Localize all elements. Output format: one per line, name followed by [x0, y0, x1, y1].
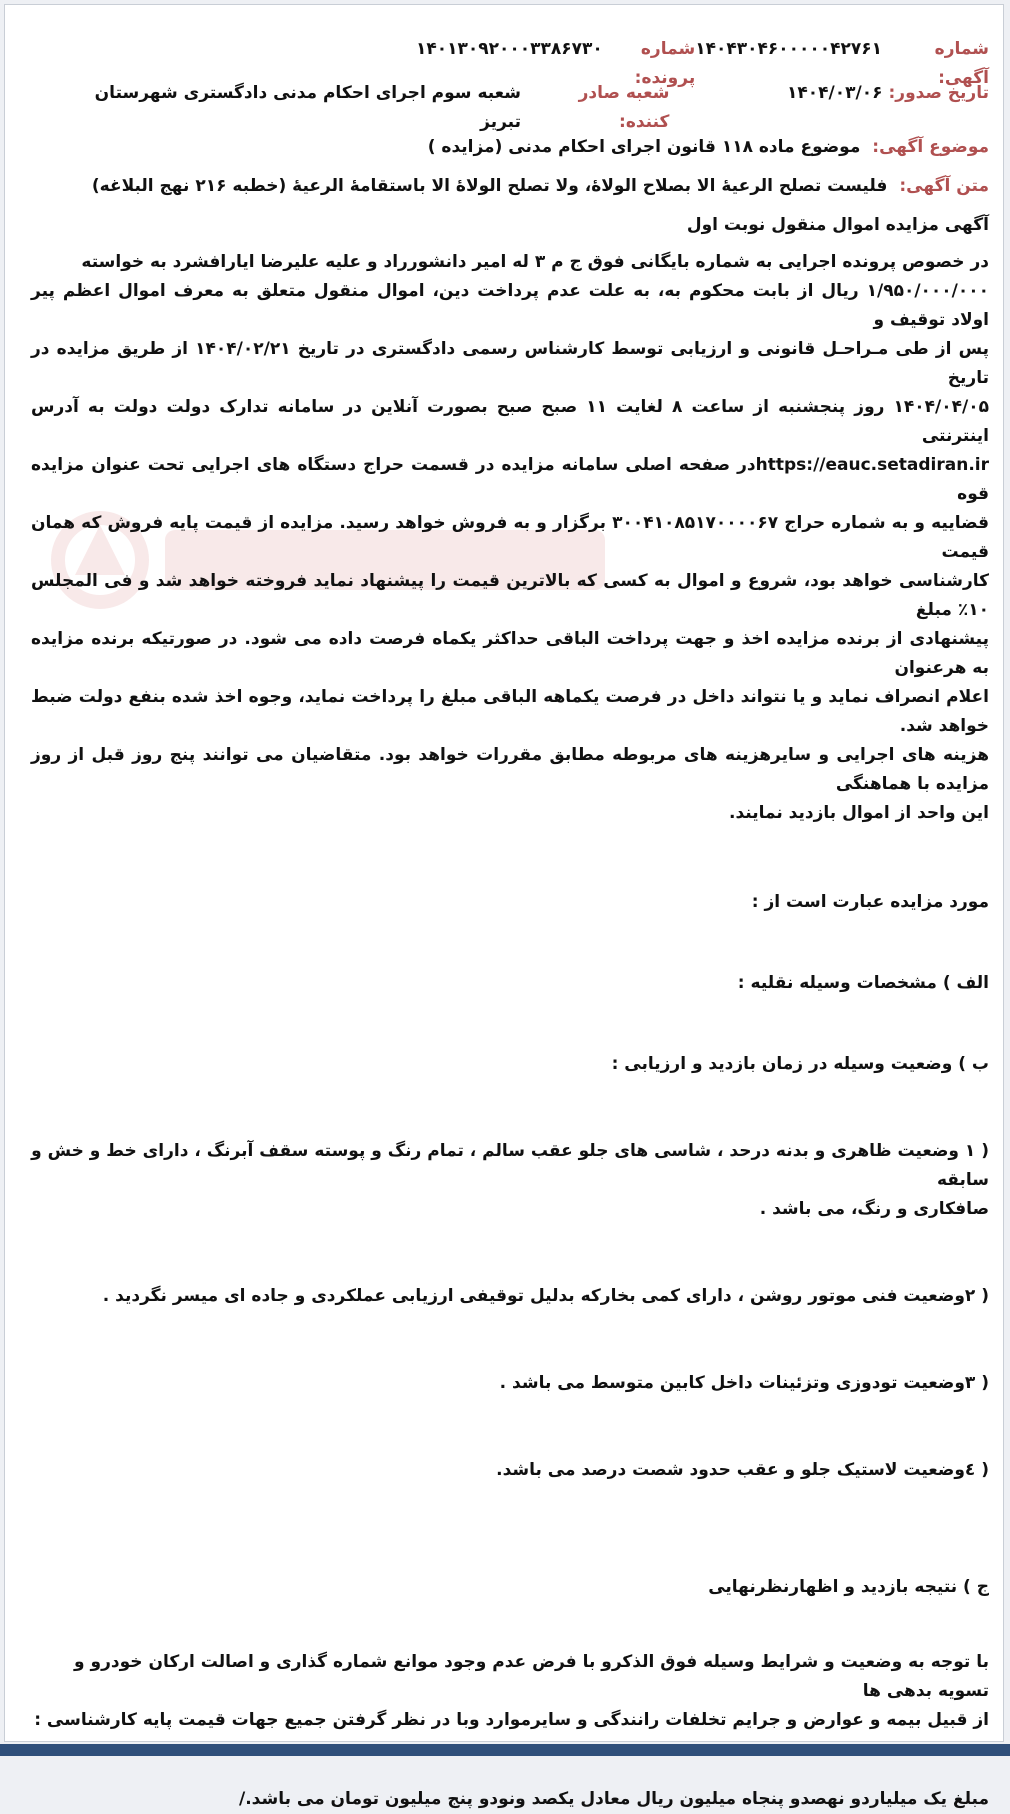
issuing-branch: شعبه سوم اجرای احکام مدنی دادگستری شهرستان تبریز: [94, 83, 521, 132]
case-number-label: شماره پرونده:: [634, 39, 696, 88]
final-price: مبلغ یک میلیاردو نهصدو پنجاه میلیون ریال معادل یکصد ونودو پنج میلیون تومان می باشد./: [239, 1789, 989, 1809]
conclusion-line: با توجه به وضعیت و شرایط وسیله فوق الذکرو با فرض عدم وجود موانع شماره گذاری و اصالت ارکان خودرو و تسویه بدهی ها: [74, 1652, 989, 1701]
ad-number-label: شماره آگهی:: [934, 39, 989, 88]
body-line: کارشناسی خواهد بود، شروع و اموال به کسی که بالاترین قیمت را پیشنهاد نماید فروخته خواهد شد و فی المجلس ۱۰٪ مبلغ: [31, 571, 989, 620]
notice-body: [31, 248, 989, 828]
subject-value: موضوع ماده ۱۱۸ قانون اجرای احکام مدنی (مزایده ): [427, 137, 861, 157]
issuing-branch-label: شعبه صادر کننده:: [578, 83, 670, 132]
condition-item-3: ( ۳وضعیت تودوزی وتزئینات داخل کابین متوسط می باشد .: [499, 1373, 989, 1393]
condition-item-1-continued: صافکاری و رنگ، می باشد .: [759, 1199, 989, 1219]
text-row: [31, 172, 989, 201]
body-line: این واحد از اموال بازدید نمایند.: [728, 803, 989, 823]
issuing-branch-field: [63, 79, 669, 137]
body-line: هزینه های اجرایی و سایرهزینه های مربوطه مطابق مقررات خواهد بود. متقاضیان می توانند پنج روز قبل از روز مزایده با هماهنگی: [31, 745, 989, 794]
case-number: ۱۴۰۱۳۰۹۲۰۰۰۳۳۸۶۷۳۰: [416, 39, 603, 59]
body-line: پس از طی مـراحـل قانونی و ارزیابی توسط کارشناس رسمی دادگستری در تاریخ ۱۴۰۴/۰۲/۲۱ از طریق مزایده در تاریخ: [31, 339, 989, 388]
subject-row: [31, 133, 989, 162]
body-line: پیشنهادی از برنده مزایده اخذ و جهت پرداخت الباقی حداکثر یکماه فرصت داده می شود. در صورتیکه برنده مزایده به هرعنوان: [31, 629, 989, 678]
condition-item-1: ( ۱ وضعیت ظاهری و بدنه درحد ، شاسی های جلو عقب سالم ، تمام رنگ و پوسته سقف آبرنگ ، دارای خط و خش و سابقه: [31, 1141, 989, 1190]
condition-item-2: ( ۲وضعیت فنی موتور روشن ، دارای کمی بخارکه بدلیل توقیفی ارزیابی عملکردی و جاده ای میسر نگردید .: [102, 1286, 989, 1306]
auction-subject-intro: مورد مزایده عبارت است از :: [751, 892, 989, 912]
issue-date-field: [669, 79, 989, 108]
notice-page: [4, 4, 1004, 1809]
meta-row-date-branch: [31, 79, 989, 131]
section-b-heading: ب ) وضعیت وسیله در زمان بازدید و ارزیابی :: [611, 1054, 989, 1074]
issue-date-label: تاریخ صدور:: [888, 83, 989, 103]
text-label: متن آگهی:: [899, 176, 989, 196]
issue-date: ۱۴۰۴/۰۳/۰۶: [787, 83, 883, 103]
ad-number: ۱۴۰۴۳۰۴۶۰۰۰۰۰۴۲۷۶۱: [695, 39, 882, 59]
subject-label: موضوع آگهی:: [872, 137, 989, 157]
body-line: قضاییه و به شماره حراج ۳۰۰۴۱۰۸۵۱۷۰۰۰۰۶۷ برگزار و به فروش خواهد رسید. مزایده از قیمت پایه فروش که همان قیمت: [31, 513, 989, 562]
body-line: اعلام انصراف نماید و یا نتواند داخل در فرصت یکماهه الباقی مبلغ را پرداخت نماید، وجوه اخذ شده بنفع دولت ضبط خواهد شد.: [31, 687, 989, 736]
notice-content: [31, 35, 989, 1814]
text-quote: فلیست تصلح الرعیهٔ الا بصلاح الولاهٔ، ولا تصلح الولاهٔ الا باستقامهٔ الرعیهٔ (خطبه ۲۱۶ نهج البلاغه): [91, 176, 888, 196]
condition-item-4: ( ٤وضعیت لاستیک جلو و عقب حدود شصت درصد می باشد.: [496, 1460, 989, 1480]
body-line: ۱۴۰۴/۰۴/۰۵ روز پنجشنبه از ساعت ۸ لغایت ۱۱ صبح صبح بصورت آنلاین در سامانه تدارک دولت دولت به آدرس اینترنتی: [31, 397, 989, 446]
body-line: ۱/۹۵۰/۰۰۰/۰۰۰ ریال از بابت محکوم به، به علت عدم پرداخت دین، اموال منقول متعلق به معرف اموال اعظم پیر اولاد توقیف و: [31, 281, 989, 330]
section-c-heading: ج ) نتیجه بازدید و اظهارنظرنهایی: [708, 1577, 989, 1597]
section-a-heading: الف ) مشخصات وسیله نقلیه :: [737, 973, 989, 993]
body-line: در خصوص پرونده اجرایی به شماره بایگانی فوق ج م ۳ له امیر دانشورراد و علیه علیرضا ایارافشرد به خواسته: [81, 252, 989, 272]
body-line: https://eauc.setadiran.irدر صفحه اصلی سامانه مزایده در قسمت حراج دستگاه های اجرایی تحت عنوان مزایده قوه: [31, 455, 989, 504]
notice-heading: آگهی مزایده اموال منقول نوبت اول: [686, 215, 989, 235]
conclusion-line: از قبیل بیمه و عوارض و جرایم تخلفات رانندگی و سایرموارد وبا در نظر گرفتن جمیع جهات قیمت پایه کارشناسی :: [34, 1710, 989, 1730]
bottom-bar: [0, 1744, 1010, 1756]
